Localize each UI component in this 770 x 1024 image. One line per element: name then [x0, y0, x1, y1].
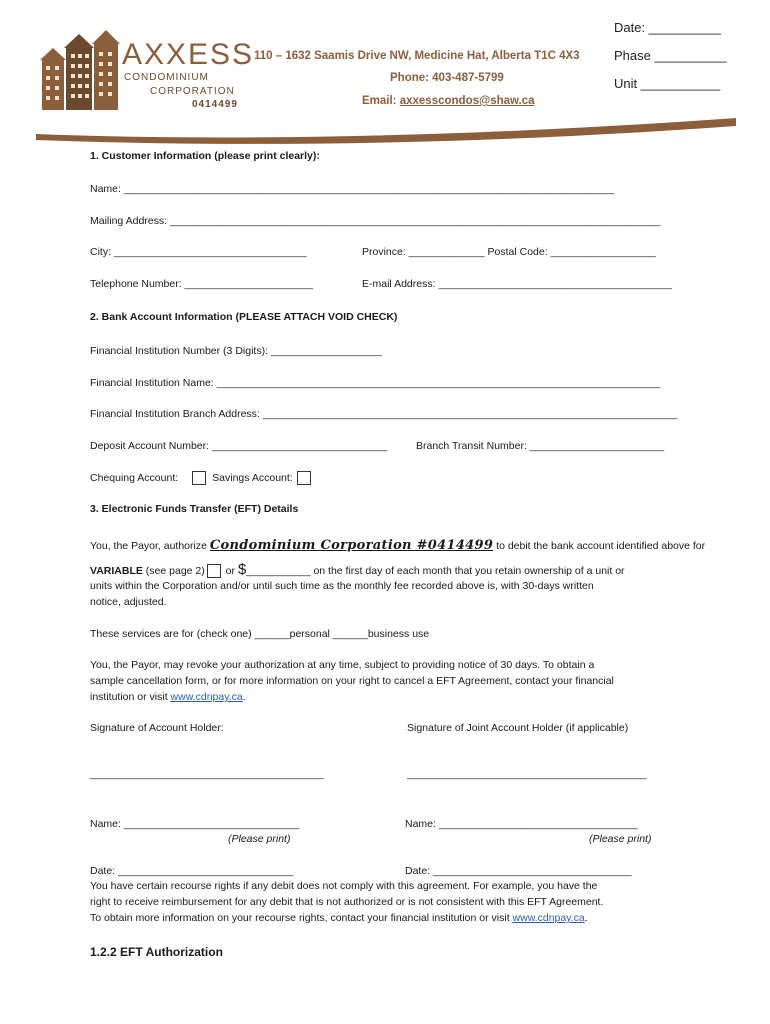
- account-type-row: [90, 471, 317, 485]
- payee-name: Condominium Corporation #0414499: [209, 538, 494, 553]
- holder-date-field[interactable]: Date: ______________________________: [90, 865, 294, 877]
- signature-joint-line[interactable]: _________________________________________: [407, 768, 647, 780]
- deposit-account-field[interactable]: Deposit Account Number: ______________________________: [90, 440, 388, 452]
- header-swoosh-divider: [36, 112, 736, 148]
- city-field[interactable]: City: _________________________________: [90, 246, 307, 258]
- unit-field[interactable]: Unit ___________: [614, 76, 721, 91]
- eft-authorization-heading: 1.2.2 EFT Authorization: [90, 945, 223, 959]
- email-link[interactable]: axxesscondos@shaw.ca: [399, 95, 535, 107]
- fixed-amount-field[interactable]: ___________: [246, 565, 311, 577]
- corporation-phone: Phone: 403-487-5799: [390, 72, 504, 84]
- section-customer-info-title: 1. Customer Information (please print clearly):: [90, 150, 320, 162]
- variable-checkbox[interactable]: [207, 564, 221, 578]
- savings-label: Savings Account:: [212, 471, 293, 484]
- signature-holder-label: Signature of Account Holder:: [90, 722, 224, 734]
- section-bank-info-title: 2. Bank Account Information (PLEASE ATTACH VOID CHECK): [90, 311, 398, 323]
- cdnpay-link-2[interactable]: www.cdnpay.ca: [512, 912, 585, 924]
- customer-name-field[interactable]: Name: ____________________________________________________________________________________: [90, 183, 615, 195]
- variable-label: VARIABLE: [90, 565, 143, 577]
- revoke-line-3: [90, 691, 246, 703]
- recourse-line-1: You have certain recourse rights if any debit does not comply with this agreement. For example, you have the: [90, 880, 598, 892]
- branch-transit-field[interactable]: Branch Transit Number: _______________________: [416, 440, 665, 452]
- customer-email-field[interactable]: E-mail Address: ________________________________________: [362, 278, 673, 290]
- section-eft-title: 3. Electronic Funds Transfer (EFT) Details: [90, 503, 299, 515]
- signature-holder-line[interactable]: ________________________________________: [90, 768, 324, 780]
- recourse-suffix: .: [584, 912, 588, 924]
- email-label: Email:: [362, 95, 400, 107]
- or-text: or: [222, 565, 238, 577]
- mailing-address-field[interactable]: Mailing Address: ____________________________________________________________________________________: [90, 215, 661, 227]
- frequency-line-2: units within the Corporation and/or until such time as the monthly fee recorded above is, with 30-days written: [90, 580, 594, 592]
- variable-note: (see page 2): [142, 565, 205, 577]
- frequency-line-3: notice, adjusted.: [90, 596, 167, 608]
- revoke-line-1: You, the Payor, may revoke your authorization at any time, subject to providing notice of 30 days. To obtain a: [90, 659, 595, 671]
- recourse-line-2: right to receive reimbursement for any debit that is not authorized or is not consistent with this EFT Agreement.: [90, 896, 604, 908]
- institution-name-field[interactable]: Financial Institution Name: ____________________________________________________________________________: [90, 377, 661, 389]
- signature-joint-label: Signature of Joint Account Holder (if applicable): [407, 722, 629, 734]
- recourse-line-3: [90, 912, 588, 924]
- chequing-label: Chequing Account:: [90, 471, 179, 484]
- corporation-email: [362, 95, 535, 107]
- brand-line-condominium: CONDOMINIUM: [124, 72, 209, 83]
- please-print-right: (Please print): [589, 833, 652, 845]
- chequing-checkbox[interactable]: [192, 471, 206, 485]
- brand-line-corporation: CORPORATION: [150, 86, 235, 97]
- frequency-text: on the first day of each month that you retain ownership of a unit or: [310, 565, 625, 577]
- variable-amount-line: [90, 561, 625, 578]
- payor-suffix: to debit the bank account identified above for: [493, 540, 706, 552]
- please-print-left: (Please print): [228, 833, 291, 845]
- cdnpay-link[interactable]: www.cdnpay.ca: [170, 691, 243, 703]
- brand-name: AXXESS: [122, 38, 255, 71]
- services-type-line[interactable]: These services are for (check one) ______personal ______business use: [90, 628, 430, 640]
- revoke-line-2: sample cancellation form, or for more information on your right to cancel a EFT Agreement, contact your financial: [90, 675, 614, 687]
- brand-number: 0414499: [192, 99, 238, 110]
- payor-authorize-line: [90, 538, 705, 553]
- dollar-sign: $: [237, 561, 247, 578]
- branch-address-field[interactable]: Financial Institution Branch Address: _______________________________________________________________________: [90, 408, 678, 420]
- province-postal-field[interactable]: Province: _____________ Postal Code: __________________: [362, 246, 656, 258]
- savings-checkbox[interactable]: [297, 471, 311, 485]
- holder-name-field[interactable]: Name: ______________________________: [90, 818, 300, 830]
- telephone-field[interactable]: Telephone Number: ______________________: [90, 278, 314, 290]
- corporation-address: 110 – 1632 Saamis Drive NW, Medicine Hat, Alberta T1C 4X3: [254, 50, 580, 62]
- revoke-suffix: .: [242, 691, 246, 703]
- institution-number-field[interactable]: Financial Institution Number (3 Digits): ___________________: [90, 345, 382, 357]
- payor-prefix: You, the Payor, authorize: [90, 540, 210, 552]
- phase-field[interactable]: Phase __________: [614, 48, 727, 63]
- recourse-prefix: To obtain more information on your recourse rights, contact your financial institution or visit: [90, 912, 513, 924]
- date-field[interactable]: Date: __________: [614, 20, 721, 35]
- joint-date-field[interactable]: Date: __________________________________: [405, 865, 632, 877]
- joint-name-field[interactable]: Name: __________________________________: [405, 818, 638, 830]
- revoke-prefix: institution or visit: [90, 691, 171, 703]
